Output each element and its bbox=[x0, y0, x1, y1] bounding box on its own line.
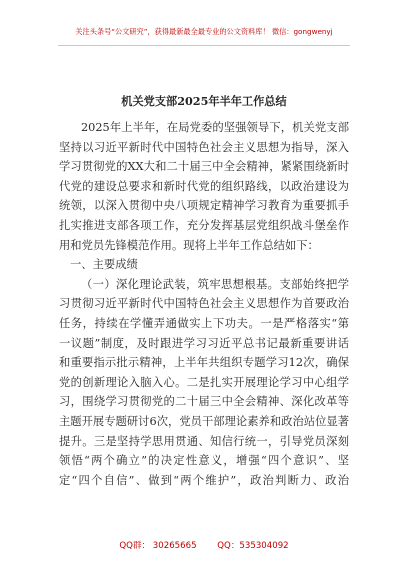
body-line: 一、主要成绩 bbox=[70, 258, 138, 272]
body-line: 党的创新理论入脑入心。二是扎实开展理论学习中心组学 bbox=[59, 375, 349, 389]
footer-qq-group: QQ群： 30265665 bbox=[119, 541, 197, 551]
footer-qq: QQ：535304092 bbox=[217, 541, 289, 551]
body-line: 领悟“两个确立”的决定性意义，增强“四个意识”、坚 bbox=[59, 454, 349, 468]
body-line: 任务，持续在学懂弄通做实上下功夫。一是严格落实“第 bbox=[59, 316, 349, 330]
header-divider bbox=[58, 45, 350, 46]
body-line: 用和党员先锋模范作用。现将上半年工作总结如下： bbox=[59, 238, 319, 252]
document-body bbox=[59, 118, 349, 490]
body-line: 定“四个自信”、做到“两个维护”，政治判断力、政治 bbox=[59, 473, 349, 487]
body-line: 扎实推进支部各项工作，充分发挥基层党组织战斗堡垒作 bbox=[59, 218, 349, 232]
body-line: 2025年上半年，在局党委的坚强领导下，机关党支部 bbox=[81, 121, 349, 134]
body-line: 代党的建设总要求和新时代党的组织路线，以政治建设为 bbox=[59, 179, 349, 193]
body-line: 坚持以习近平新时代中国特色社会主义思想为指导，深入 bbox=[59, 140, 349, 154]
body-line: 和重要指示批示精神，上半年共组织专题学习12次，确保 bbox=[59, 356, 349, 370]
header-notice: 关注头条号“公文研究”，获得最新最全最专业的公文资料库！ 微信：gongwenyj bbox=[75, 27, 333, 36]
body-line: 统领，以深入贯彻中央八项规定精神学习教育为重要抓手 bbox=[59, 199, 349, 213]
body-line: 主题开展专题研讨6次，党员干部理论素养和政治站位显著 bbox=[59, 414, 349, 428]
document-title: 机关党支部2025年半年工作总结 bbox=[121, 94, 287, 108]
body-line: 提升。三是坚持学思用贯通、知信行统一，引导党员深刻 bbox=[59, 434, 349, 448]
body-line: 习，围绕学习贯彻党的二十届三中全会精神、深化改革等 bbox=[59, 395, 349, 409]
body-line: 习贯彻习近平新时代中国特色社会主义思想作为首要政治 bbox=[59, 297, 349, 311]
footer-contact bbox=[0, 539, 408, 551]
body-line: 一议题”制度，及时跟进学习习近平总书记最新重要讲话 bbox=[59, 336, 349, 350]
body-line: （一）深化理论武装，筑牢思想根基。支部始终把学 bbox=[81, 277, 349, 291]
body-line: 学习贯彻党的XX大和二十届三中全会精神，紧紧围绕新时 bbox=[59, 160, 349, 174]
